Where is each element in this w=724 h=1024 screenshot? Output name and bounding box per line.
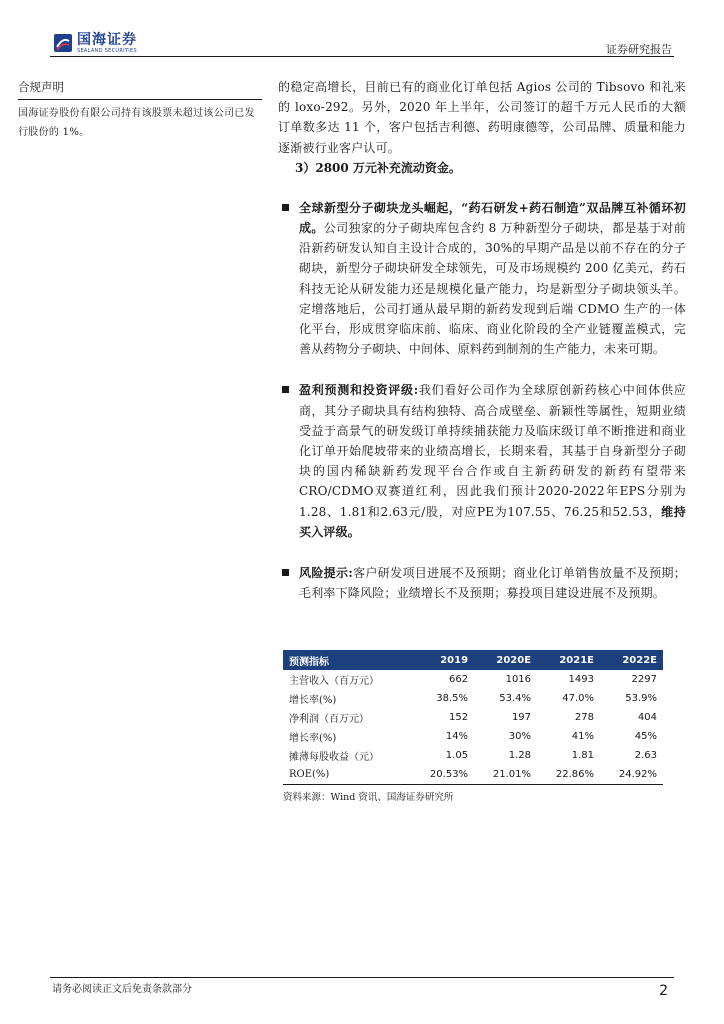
bullet-body: 我们看好公司作为全球原创新药核心中间体供应商，其分子砌块具有结构独特、高合成壁垒、新颖性等属性，短期业绩受益于高景气的研发级订单持续捕获能力及临床级订单不断推进和商业化订单开始爬坡带来的业绩高增长，长期来看，其基于自身新型分子砌块的国内稀缺新药发现平台合作或自主新药研发的新药有望带来CRO/CDMO双赛道红利，因此我们预计2020-2022年EPS分别为1.28、1.81和2.63元/股，对应PE为107.55、76.25和52.53， bbox=[299, 383, 686, 519]
bullet-square-icon bbox=[282, 204, 289, 211]
table-cell: 摊薄每股收益（元） bbox=[289, 752, 379, 763]
table-header-cell: 预测指标 bbox=[283, 650, 411, 670]
table-cell: 38.5% bbox=[436, 693, 469, 704]
table-cell: 22.86% bbox=[537, 765, 600, 785]
footer-disclaimer: 请务必阅读正文后免责条款部分 bbox=[52, 984, 192, 995]
bullet-square-icon bbox=[282, 569, 289, 576]
bullet-lead: 盈利预测和投资评级: bbox=[299, 383, 419, 398]
bullet-lead: 全球新型分子砌块龙头崛起，“药石研发+药石制造”双品牌互补循环初成。 bbox=[299, 200, 686, 236]
table-row bbox=[283, 670, 663, 689]
table-source-note: 资料来源：Wind 资讯、国海证券研究所 bbox=[283, 792, 454, 803]
table-cell: 20.53% bbox=[411, 765, 474, 785]
sealand-logo-icon bbox=[53, 33, 73, 53]
header-divider bbox=[50, 56, 674, 57]
sidebar-divider bbox=[18, 99, 262, 100]
compliance-sidebar bbox=[18, 79, 262, 142]
table-cell: 净利润（百万元） bbox=[289, 714, 369, 725]
table-cell: 1493 bbox=[568, 674, 594, 685]
table-cell: 197 bbox=[511, 712, 532, 723]
bullet-body: 客户研发项目进展不及预期；商业化订单销售放量不及预期；毛利率下降风险；业绩增长不及预期；募投项目建设进展不及预期。 bbox=[299, 566, 686, 601]
table-cell: 404 bbox=[637, 712, 657, 723]
forecast-table-section bbox=[283, 650, 663, 803]
table-row bbox=[283, 708, 663, 727]
bullet-text bbox=[299, 563, 686, 603]
table-row bbox=[283, 689, 663, 708]
compliance-text: 国海证券股份有限公司持有该股票未超过该公司已发行股份的 1%。 bbox=[18, 108, 255, 138]
table-cell: 662 bbox=[448, 674, 469, 685]
bullet-text bbox=[299, 198, 686, 360]
compliance-title: 合规声明 bbox=[18, 80, 64, 94]
page-number: 2 bbox=[659, 983, 668, 999]
page-header bbox=[0, 0, 724, 62]
table-cell: 53.4% bbox=[499, 693, 532, 704]
table-cell: 主营收入（百万元） bbox=[289, 676, 379, 687]
table-cell: 增长率(%) bbox=[289, 733, 337, 744]
table-cell: 2297 bbox=[631, 674, 657, 685]
fund-use-item-3: 3）2800 万元补充流动资金。 bbox=[295, 160, 461, 175]
table-header-row bbox=[283, 650, 663, 670]
rating-text: 维持买入评级。 bbox=[299, 504, 686, 539]
main-content bbox=[278, 77, 686, 603]
footer-divider bbox=[50, 977, 674, 978]
table-cell: 2.63 bbox=[634, 750, 657, 761]
forecast-table bbox=[283, 650, 663, 785]
table-header-cell: 2021E bbox=[537, 650, 600, 670]
logo-english-name: SEALAND SECURITIES bbox=[77, 48, 137, 54]
table-cell: 152 bbox=[448, 712, 469, 723]
table-cell: 1.28 bbox=[508, 750, 532, 761]
table-cell: 278 bbox=[574, 712, 594, 723]
table-cell: 1016 bbox=[505, 674, 532, 685]
table-cell: 1.81 bbox=[571, 750, 594, 761]
bullet-body: 公司独家的分子砌块库包含约 8 万种新型分子砌块，都是基于对前沿新药研发认知自主设计合成的，30%的早期产品是以前不存在的分子砌块，新型分子砌块研发全球领先，可及市场规模约 200 亿美元，药石科技无论从研发能力还是规模化量产能力，均是新型分子砌块领头羊。定增落地后，公司打通从最早期的新药发现到后端 CDMO 生产的一体化平台，形成贯穿临床前、临床、商业化阶段的全产业链覆盖模式，完善从药物分子砌块、中间体、原料药到制剂的生产能力，未来可期。 bbox=[299, 221, 686, 357]
table-cell: 45% bbox=[634, 731, 657, 742]
bullet-item bbox=[278, 563, 686, 603]
table-row bbox=[283, 746, 663, 765]
table-row bbox=[283, 765, 663, 785]
table-cell: 增长率(%) bbox=[289, 695, 337, 706]
table-header-cell: 2020E bbox=[474, 650, 537, 670]
bullet-square-icon bbox=[282, 386, 289, 393]
report-type-label: 证券研究报告 bbox=[606, 43, 672, 56]
table-header-cell: 2022E bbox=[600, 650, 663, 670]
bullet-item bbox=[278, 380, 686, 542]
table-cell: 1.05 bbox=[445, 750, 469, 761]
table-cell: 14% bbox=[445, 731, 469, 742]
table-cell: 24.92% bbox=[600, 765, 663, 785]
table-cell: 21.01% bbox=[474, 765, 537, 785]
bullet-item bbox=[278, 198, 686, 360]
table-cell: 30% bbox=[508, 731, 532, 742]
logo-chinese-name: 国海证券 bbox=[77, 32, 137, 48]
intro-paragraph: 的稳定高增长，目前已有的商业化订单包括 Agios 公司的 Tibsovo 和礼来的 loxo-292。另外，2020 年上半年，公司签订的超千万元人民币的大额订单数多达 11 个，客户包括吉利德、药明康德等，公司品牌、质量和能力逐渐被行业客户认可。 bbox=[278, 80, 686, 155]
table-cell: 53.9% bbox=[625, 693, 657, 704]
bullet-text bbox=[299, 380, 686, 542]
bullet-lead: 风险提示: bbox=[299, 566, 353, 581]
table-cell: ROE(%) bbox=[283, 765, 411, 785]
company-logo bbox=[53, 33, 137, 55]
table-cell: 47.0% bbox=[562, 693, 594, 704]
table-header-cell: 2019 bbox=[411, 650, 474, 670]
table-row bbox=[283, 727, 663, 746]
table-cell: 41% bbox=[571, 731, 594, 742]
